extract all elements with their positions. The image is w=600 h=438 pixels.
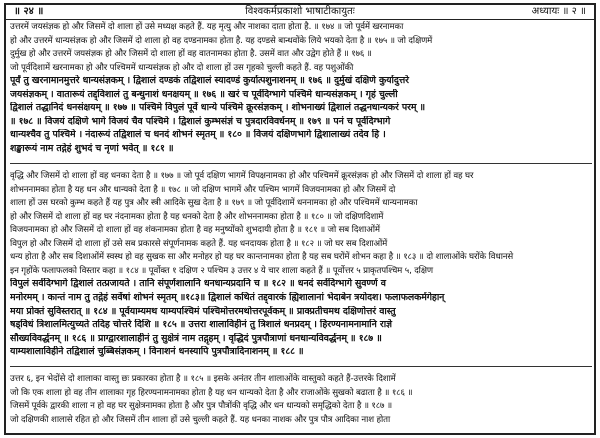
sanskrit-verse-line: षड्विधं त्रिशालमित्युच्यते तदिह चोत्तरे दिशि ॥ १८५ ॥ उत्तरा शालाविहीनं तु त्रिशालं धनप्रदम् । हिरण्यनामनामानि राज्ञे — [10, 319, 392, 331]
sanskrit-verse-line: सौख्यविवर्द्धनम् ॥ १८६ ॥ प्राग्द्वारशालाहीनं तु सुक्षेत्रं नाम तद्गृहम् । वृद्धिदं पुत्रपौत्राणां धनधान्यविवर्द्धनम् ॥ १८७ ॥ — [10, 332, 382, 344]
sanskrit-verse-line: द्विशालं तद्धानिदं धनसंक्षयम् ॥ १७७ ॥ पश्चिमे विपुलं पूर्वे धान्ये पश्चिमे क्रूरसंज्ञकम् । शोभनाख्यं द्विशालं तद्धनधान्यकरं परम् ॥ — [10, 102, 426, 114]
commentary-line: जिसमें पूर्वके द्वारकी शाला न हो वह घर सुक्षेत्रनामका होता है और पुत्र पौत्रोंकी वृद्धि और धन धान्यको समृद्धिको देता है ॥ १८७ ॥ — [10, 401, 392, 412]
commentary-line: जो कि एक शाला हो वह तीन शालाका गृह हिरण्यनामनामका होता है यह धन धान्यको देता है और राजाओंके सुखको बढाता है ॥ १८६ ॥ — [10, 387, 413, 398]
commentary-line: शोभननामका होता है यह धन और धान्यको देता है ॥ १७८ ॥ जो दक्षिण भागमें और पश्चिम भागमें विजयनामका हो और जिसमें दो — [10, 184, 396, 195]
commentary-line: हो और जिसमें दो शाला हों वह घर नंदनामका होता है यह धनको देता है और शोभननामका होता है ॥ १८० ॥ जो दक्षिणदिशामें — [10, 211, 384, 222]
commentary-line: जो दक्षिणकी शालासे रहित हो और जिसमें तीन शाला हों उसे चुल्ली कहते हैं. यह धनका नाशक और पुत्र पौत्र आदिका नाश होता — [10, 414, 391, 425]
page-header — [6, 5, 594, 20]
commentary-line: विपुल हो और जिसमें दो शाला हों उसे सब प्रकारसे संपूर्णनामक कहते हैं. यह धनदायक होता है ॥ १८२ ॥ जो घर सब दिशाओंमें — [10, 238, 388, 249]
commentary-line: हो और उत्तरमें धान्यसंज्ञक हो और जिसमें दो शाला हो वह दण्डनामका होता है. यह दण्डसे बान्धवोंके लिये भयको देता है ॥ १७५ ॥ जो दक्षिणमें — [10, 35, 433, 46]
sanskrit-verse-line: धान्यश्चैव तु पश्चिमे । नंदारूयं तद्विशालं च धनदं शोभनं स्मृतम् ॥ १८० ॥ विजयं दक्षिणभागे द्विशालाख्यं तदेव हि । — [10, 129, 386, 141]
sanskrit-verse-line: पूर्वं तु खरनामानमुत्तरे धान्यसंज्ञकम् । द्विशालं दण्डकं तद्विशालं स्यादण्डं कुर्यात्पशुनाशनम् ॥ १७६ ॥ दुर्मुखं दक्षिणे कुर्यादुत्तरे — [10, 75, 409, 87]
section-separator — [10, 366, 592, 367]
sanskrit-verse-line: जयसंज्ञकम् । वातारूयं तद्द्विशालं तु बन्धुनाशं धनक्षयम् ॥ १७६ ॥ खरं च पूर्वदिग्भागे पश्चिमे धान्यसंज्ञकम् । गृहं चुल्ली — [10, 88, 398, 100]
commentary-line: वृद्धि और जिसमें दो शाला हों वह धनका देता है ॥ १७७ ॥ जो पूर्व दक्षिण भागमें विपक्षनामका हो और पश्चिममें क्रूरसंज्ञक हो और जिसमें दो शाला हों वह घर — [10, 171, 474, 182]
sanskrit-verse-line: याम्यशालाविहीने तद्विशालं चुब्बिसंज्ञकम् । विनाशनं धनस्यापि पुत्रपौत्रादिनाशनम् ॥ १८८ ॥ — [10, 346, 304, 358]
sanskrit-verse-line: विपुलं सर्वदिग्भागे द्विशालं तत्प्रजायते । तानि संपूर्णशालानि धनधान्यप्रदानि च ॥ १८२ ॥ धनदं सर्वदिग्भागे सुवर्ण्ण व — [10, 278, 386, 290]
commentary-line: जो पूर्वदिशामें खरनामका हो और पश्चिममें धान्यसंज्ञक हो और दो शाला हों उस गृहको चुल्ली कहते हैं. वह पशुओंकी — [10, 62, 354, 73]
page-body — [10, 21, 592, 433]
sanskrit-verse-line: शङ्खारूयं नाम तद्गेहं शुभदं च नृणां भवेत् ॥ १८१ ॥ — [10, 142, 174, 154]
sanskrit-verse-line: मनोरमम् । कान्तं नाम तु तद्गेहं सर्वेषां शोभनं स्मृतम् ॥१८३॥ द्विशालं कथितं तद्द्वारकं ह्यिशालानां भेदाबेन त्रयोदश। फलाफलकर्मगेहान् — [10, 292, 445, 303]
commentary-line: उत्तर ६, इन भेदोंसे दो शालाका वास्तु छः प्रकारका होता है ॥ १८५ ॥ इसके अनंतर तीन शालाओंके वास्तुको कहते हैं-उत्तरके दिशामें — [10, 374, 396, 385]
commentary-line: शाला हों उस घरको कुम्भ कहते हैं यह पुत्र और स्त्री आदिके सुख देता है ॥ १७९ ॥ जो पूर्वदिशामें धननामका हो और पश्चिममें धान्यनामका — [10, 198, 418, 209]
document-page — [4, 3, 596, 435]
commentary-line: धन्य होता है और सब दिशाओंमें स्वस्थ हो वह सुखक सा और मनोहर हो यह घर कान्तनामका होता है यह सब घरोंमें शोभन कहा है ॥ १८३ ॥ दो शालाओंके घरोंके विधानसे — [10, 252, 514, 263]
sanskrit-verse-line: ॥ १७८ ॥ विजयं दक्षिणे भागे विजयं चैव पश्चिमे । द्विशालं कुम्भसंज्ञं च पुत्रदारविवर्धनम् ॥ १७९ ॥ पनं च पूर्वदिग्भागे — [10, 115, 391, 127]
chapter-label: अध्यायः ॥ २ ॥ — [531, 6, 586, 17]
commentary-line: विजयनामका हो और जिसमें दो शाला हों वह शंकनामका होता है वह मनुष्योंको शुभदायी होता है ॥ १८१ ॥ जो सब दिशाओंमें — [10, 225, 380, 236]
sanskrit-verse-line: मया प्रोक्तं सुविस्तरात् ॥ १८४ ॥ पूर्वयाम्यमथ याम्यपश्चिमं पश्चिमोत्तरमथोत्तरपूर्वकम् ॥ प्राक्प्रतीचमथ दक्षिणोत्तरं वास्तु — [10, 305, 396, 317]
commentary-line: इन गृहोंके फलाफलको विस्तार कहा ॥ १८४ ॥ पूर्वोक्त १ दक्षिण २ पश्चिम ३ उत्तर ४ ये चार शाला कहते हैं ॥ पूर्वोत्तर ५ प्राकृतपश्चिम ५, दक्षिण — [10, 265, 433, 276]
page-number: ॥ २४ ॥ — [14, 6, 44, 17]
running-title: विश्वकर्मप्रकाशो भाषाटीकायुतः — [245, 6, 355, 17]
commentary-line: उत्तरमें जयसंज्ञक हो और जिसमें दो शाला हों उसे मध्यक्ष कहते हैं. यह मृत्यु और नाशका दाता होता है. ॥ १७४ ॥ जो पूर्वमें खरनामका — [10, 22, 404, 32]
commentary-line: दुर्मुख हो और उत्तरमें जयसंज्ञक हो और जिसमें दो शाला हों वह वातनामका होता है. उसमें वात और उद्वेग होते हैं ॥ १७६ ॥ — [10, 49, 372, 60]
section-separator — [10, 163, 592, 164]
